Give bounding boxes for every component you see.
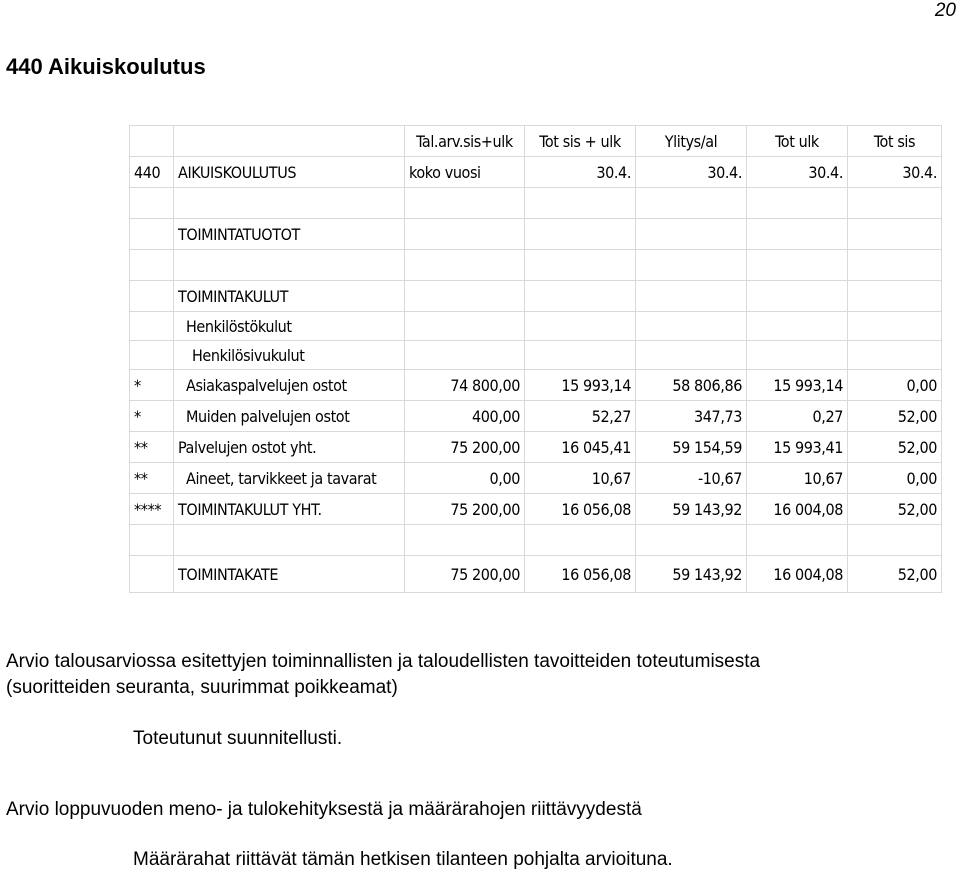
assessment1-text: Toteutunut suunnitellusti.: [133, 728, 343, 749]
header-cell: [174, 126, 405, 157]
cell-value: 0,27: [747, 401, 848, 432]
cell-value: [747, 219, 848, 250]
row-label: TOIMINTATUOTOT: [174, 219, 405, 250]
table-row: [130, 432, 942, 463]
row-label: Asiakaspalvelujen ostot: [174, 370, 405, 401]
cell-value: 59 143,92: [636, 494, 747, 525]
header-cell: [130, 126, 174, 157]
table-row: [130, 494, 942, 525]
cell-value: [636, 281, 747, 312]
table-row: [130, 463, 942, 494]
cell-value: 10,67: [747, 463, 848, 494]
header-cell: Tot ulk: [747, 126, 848, 157]
cell-value: 0,00: [405, 463, 525, 494]
cell-value: 16 056,08: [525, 494, 636, 525]
row-marker: [130, 525, 174, 556]
cell-value: 400,00: [405, 401, 525, 432]
cell-value: [747, 188, 848, 219]
row-marker: [130, 219, 174, 250]
header-cell: 30.4.: [525, 157, 636, 188]
table-row: [130, 401, 942, 432]
cell-value: 52,27: [525, 401, 636, 432]
cell-value: 16 056,08: [525, 556, 636, 593]
row-marker: [130, 312, 174, 341]
cell-value: 75 200,00: [405, 556, 525, 593]
row-label: Aineet, tarvikkeet ja tavarat: [174, 463, 405, 494]
row-marker: [130, 250, 174, 281]
cell-value: [848, 188, 942, 219]
cell-value: [747, 250, 848, 281]
header-cell: Tal.arv.sis+ulk: [405, 126, 525, 157]
cell-value: [636, 250, 747, 281]
cell-value: 15 993,14: [747, 370, 848, 401]
cell-value: [525, 312, 636, 341]
cell-value: [636, 341, 747, 370]
row-label: [174, 250, 405, 281]
cell-value: [636, 188, 747, 219]
page-number: 20: [934, 0, 956, 21]
cell-value: 16 045,41: [525, 432, 636, 463]
cell-value: [848, 525, 942, 556]
header-cell: koko vuosi: [405, 157, 525, 188]
cell-value: 75 200,00: [405, 432, 525, 463]
cell-value: [525, 188, 636, 219]
cell-value: [747, 525, 848, 556]
assessment2-title: Arvio loppuvuoden meno- ja tulokehityksestä ja määrärahojen riittävyydestä: [6, 799, 642, 820]
header-cell: Tot sis: [848, 126, 942, 157]
cell-value: [405, 281, 525, 312]
cell-value: [636, 312, 747, 341]
row-label: Muiden palvelujen ostot: [174, 401, 405, 432]
cell-value: [525, 281, 636, 312]
header-cell: Ylitys/al: [636, 126, 747, 157]
cell-value: 0,00: [848, 370, 942, 401]
row-label: TOIMINTAKULUT: [174, 281, 405, 312]
header-cell: 440: [130, 157, 174, 188]
cell-value: [405, 219, 525, 250]
cell-value: [405, 312, 525, 341]
assessment1-title-line2: (suoritteiden seuranta, suurimmat poikkeamat): [6, 677, 398, 698]
cell-value: 52,00: [848, 432, 942, 463]
cell-value: 75 200,00: [405, 494, 525, 525]
cell-value: 52,00: [848, 494, 942, 525]
cell-value: [848, 312, 942, 341]
table-row: [130, 281, 942, 312]
row-marker: *: [130, 370, 174, 401]
header-cell: 30.4.: [747, 157, 848, 188]
row-marker: *: [130, 401, 174, 432]
cell-value: [848, 281, 942, 312]
table-row: [130, 250, 942, 281]
row-label: TOIMINTAKATE: [174, 556, 405, 593]
cell-value: [747, 312, 848, 341]
cell-value: [405, 188, 525, 219]
cell-value: [636, 219, 747, 250]
row-marker: [130, 341, 174, 370]
table-row: [130, 556, 942, 593]
table-row: [130, 370, 942, 401]
table-row: [130, 525, 942, 556]
cell-value: 59 154,59: [636, 432, 747, 463]
table-row: [130, 188, 942, 219]
section-heading: 440 Aikuiskoulutus: [6, 54, 206, 79]
cell-value: [525, 341, 636, 370]
header-cell: AIKUISKOULUTUS: [174, 157, 405, 188]
cell-value: [848, 250, 942, 281]
cell-value: 52,00: [848, 401, 942, 432]
header-cell: Tot sis + ulk: [525, 126, 636, 157]
cell-value: [405, 250, 525, 281]
cell-value: [405, 525, 525, 556]
cell-value: -10,67: [636, 463, 747, 494]
row-label: TOIMINTAKULUT YHT.: [174, 494, 405, 525]
table-row: [130, 219, 942, 250]
budget-table: [129, 125, 942, 593]
cell-value: [525, 250, 636, 281]
row-marker: [130, 281, 174, 312]
table-row: [130, 312, 942, 341]
cell-value: [747, 281, 848, 312]
cell-value: 16 004,08: [747, 494, 848, 525]
row-marker: ****: [130, 494, 174, 525]
cell-value: 74 800,00: [405, 370, 525, 401]
cell-value: 15 993,41: [747, 432, 848, 463]
table-row: [130, 341, 942, 370]
cell-value: 347,73: [636, 401, 747, 432]
cell-value: 52,00: [848, 556, 942, 593]
header-cell: 30.4.: [848, 157, 942, 188]
cell-value: [848, 341, 942, 370]
row-label: [174, 525, 405, 556]
row-label: Henkilösivukulut: [174, 341, 405, 370]
row-marker: [130, 556, 174, 593]
cell-value: [848, 219, 942, 250]
cell-value: 10,67: [525, 463, 636, 494]
assessment1-title-line1: Arvio talousarviossa esitettyjen toiminnallisten ja taloudellisten tavoitteiden toteutumisesta: [6, 651, 761, 672]
row-label: Henkilöstökulut: [174, 312, 405, 341]
cell-value: 58 806,86: [636, 370, 747, 401]
cell-value: 16 004,08: [747, 556, 848, 593]
table-header-row: [130, 126, 942, 157]
row-label: [174, 188, 405, 219]
row-label: Palvelujen ostot yht.: [174, 432, 405, 463]
row-marker: **: [130, 432, 174, 463]
header-cell: 30.4.: [636, 157, 747, 188]
cell-value: 59 143,92: [636, 556, 747, 593]
cell-value: [747, 341, 848, 370]
cell-value: [525, 219, 636, 250]
table-header-row: [130, 157, 942, 188]
cell-value: [636, 525, 747, 556]
assessment2-text: Määrärahat riittävät tämän hetkisen tilanteen pohjalta arvioituna.: [133, 849, 673, 870]
cell-value: [405, 341, 525, 370]
cell-value: 0,00: [848, 463, 942, 494]
cell-value: [525, 525, 636, 556]
row-marker: [130, 188, 174, 219]
row-marker: **: [130, 463, 174, 494]
cell-value: 15 993,14: [525, 370, 636, 401]
